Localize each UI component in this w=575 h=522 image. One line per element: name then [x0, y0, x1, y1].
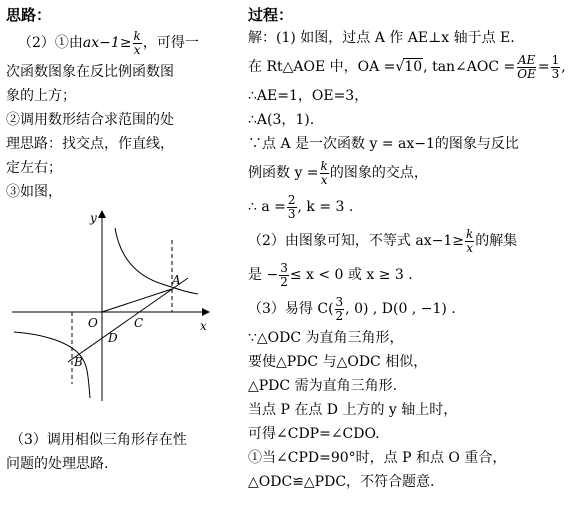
r2-equals: = [537, 59, 550, 75]
solution-line-11: ∵△ODC 为直角三角形， [248, 330, 404, 346]
solution-line-4: ∴A(3，1). [248, 112, 315, 128]
frac-numerator: 1 [551, 52, 560, 67]
left-line-4: ②调用数形结合求范围的处 [6, 112, 174, 128]
left-column [6, 4, 234, 476]
step3-line-1: （3）调用相似三角形存在性 [10, 432, 187, 448]
r9-text-b: ≤ x < 0 或 x ≥ 3 . [289, 267, 413, 283]
fraction-one-third [551, 54, 561, 81]
solution-line-10 [248, 292, 570, 326]
step2-prefix: （2）①由 [18, 35, 83, 51]
fraction-three-halves [279, 262, 289, 289]
label-b: B [74, 355, 83, 369]
solution-line-16: ①当∠CPD=90°时，点 P 和点 O 重合， [248, 450, 507, 466]
label-d: D [108, 331, 118, 345]
fraction-two-thirds [287, 194, 297, 221]
y-axis-arrow [98, 210, 106, 218]
fraction-k-over-x [465, 228, 474, 255]
solution-line-2 [248, 50, 570, 84]
solution-line-12: 要使△PDC 与△ODC 相似， [248, 354, 428, 370]
solution-line-1: 解：(1) 如图，过点 A 作 AE⊥x 轴于点 E. [248, 30, 515, 46]
solution-line-14: 当点 P 在点 D 上方的 y 轴上时， [248, 402, 458, 418]
fraction-k-over-x [133, 30, 142, 57]
r6-text-a: 例函数 y = [248, 165, 319, 181]
solution-line-6 [248, 156, 570, 190]
frac-numerator: AE [517, 52, 536, 67]
fraction-k-over-x [320, 160, 329, 187]
frac-numerator: 2 [287, 192, 296, 207]
frac-denominator: 3 [287, 206, 296, 221]
left-line-2: 次函数图象在反比例函数图 [6, 64, 174, 80]
left-line-3: 象的上方； [6, 88, 76, 104]
label-y: y [90, 211, 97, 225]
r10-text-a: （3）易得 C( [248, 301, 334, 317]
solution-line-15: 可得∠CDP=∠CDO. [248, 426, 380, 442]
frac-denominator: 2 [280, 274, 288, 289]
r8-text-a: （2）由图象可知，不等式 ax−1≥ [248, 233, 464, 249]
step2-line [6, 26, 234, 60]
r9-text-a: 是 − [248, 267, 279, 283]
step2-after: ，可得一 [142, 35, 199, 51]
solution-line-3: ∴AE=1，OE=3， [248, 88, 369, 104]
right-heading: 过程： [248, 6, 294, 24]
label-c: C [134, 316, 144, 330]
frac-denominator: x [133, 42, 141, 57]
frac-denominator: x [466, 240, 473, 255]
x-axis-arrow [202, 308, 210, 316]
r2-end: , [561, 59, 566, 75]
step3-line-2: 问题的处理思路. [6, 456, 109, 472]
r10-text-b: , 0) , D(0 , −1) . [345, 301, 456, 317]
label-x: x [200, 319, 207, 333]
r7-text-b: , k = 3 . [297, 199, 354, 215]
frac-denominator: OE [517, 66, 536, 81]
solution-line-13: △PDC 需为直角三角形. [248, 378, 398, 394]
r8-text-b: 的解集 [475, 233, 518, 249]
solution-line-8 [248, 224, 570, 258]
frac-numerator: k [133, 28, 141, 43]
solution-line-5: ∵点 A 是一次函数 y = ax−1的图象与反比 [248, 136, 519, 152]
left-line-5: 理思路：找交点，作直线， [6, 136, 174, 152]
linear-function-line [68, 278, 188, 362]
left-line-7: ③如图， [6, 184, 62, 200]
function-graph [12, 206, 212, 406]
frac-numerator: 3 [335, 294, 344, 309]
fraction-three-halves [335, 296, 345, 323]
frac-numerator: k [465, 226, 474, 241]
right-column [248, 4, 570, 494]
frac-numerator: 3 [280, 260, 288, 275]
sqrt-argument: 10 [404, 59, 423, 75]
r7-text-a: ∴ a = [248, 199, 286, 215]
left-heading: 思路： [6, 6, 52, 24]
solution-line-9 [248, 258, 570, 292]
frac-numerator: k [320, 158, 328, 173]
hyperbola-branch-1 [115, 228, 198, 294]
frac-denominator: 3 [551, 66, 560, 81]
fraction-ae-oe [516, 54, 537, 81]
label-a: A [172, 273, 181, 287]
segment-oa [102, 289, 172, 312]
r6-text-b: 的图象的交点， [329, 165, 428, 181]
solution-line-17: △ODC≌△PDC，不符合题意. [248, 474, 435, 490]
r2-text-b: , tan∠AOC = [423, 59, 516, 75]
solution-line-7 [248, 190, 570, 224]
frac-denominator: x [320, 172, 328, 187]
left-line-6: 定左右； [6, 160, 62, 176]
label-o: O [88, 316, 98, 330]
inequality-lhs: ax−1≥ [82, 35, 132, 51]
sqrt-symbol: √ [395, 59, 405, 75]
r2-text-a: 在 Rt△AOE 中，OA = [248, 59, 396, 75]
frac-denominator: 2 [335, 308, 344, 323]
